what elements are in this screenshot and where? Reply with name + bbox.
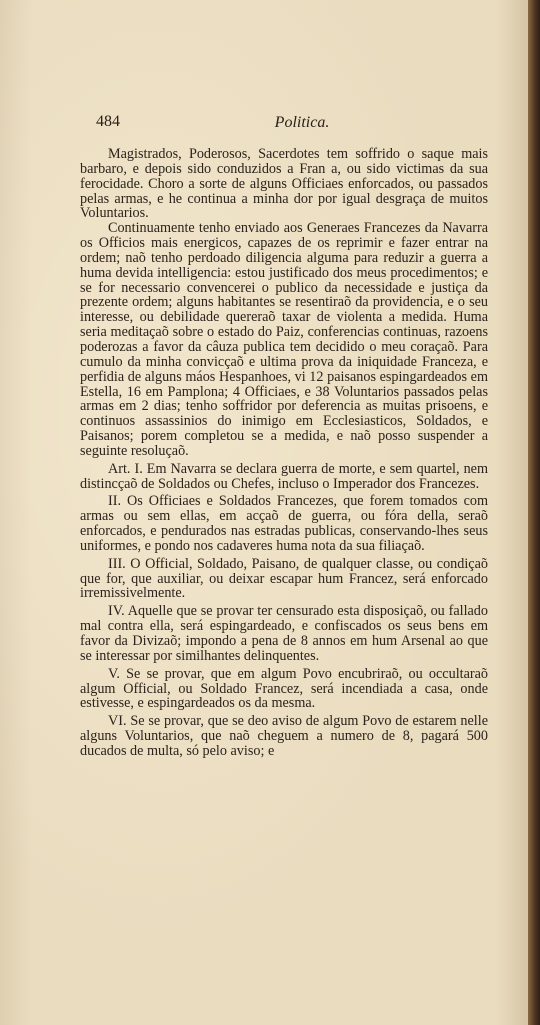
article-4: IV. Aquelle que se provar ter censurado esta disposiçaõ, ou fallado mal contra ella, será espingardeado, e confiscados os seus bens em favor da Divizaõ; impondo a pena de 8 annos em hum Arsenal ao que se interessar por similhantes delinquentes. (80, 603, 488, 664)
body-text (80, 147, 488, 759)
paragraph-1: Magistrados, Poderosos, Sacerdotes tem soffrido o saque mais barbaro, e depois sido conduzidos a Fran a, ou sido victimas da sua ferocidade. Choro a sorte de alguns Officiaes enforcados, ou passados pelas armas, e he continua a minha dor por igual desgraça de muitos Voluntarios. (80, 146, 488, 222)
book-spine-edge (528, 0, 540, 1025)
page-header (96, 113, 488, 137)
article-3: III. O Official, Soldado, Paisano, de qualquer classe, ou condiçaõ que for, que auxiliar, ou deixar escapar hum Francez, será enforcado irremissivelmente. (80, 555, 488, 602)
article-2: II. Os Officiaes e Soldados Francezes, que forem tomados com armas ou sem ellas, em acçaõ de guerra, ou fóra della, seraõ enforcados, e pendurados nas estradas publicas, conservando-lhes seus uniformes, e pondo nos cadaveres huma nota da sua filiaçaõ. (80, 493, 488, 554)
page-number: 484 (96, 113, 120, 130)
article-6: VI. Se se provar, que se deo aviso de algum Povo de estarem nelle alguns Voluntarios, que naõ cheguem a numero de 8, pagará 500 ducados de multa, só pelo aviso; e (80, 713, 488, 759)
article-5: V. Se se provar, que em algum Povo encubriraõ, ou occultaraõ algum Official, ou Soldado Francez, será incendiada a casa, onde estivesse, e espingardeados os da mesma. (80, 665, 488, 712)
article-1: Art. I. Em Navarra se declara guerra de morte, e sem quartel, nem distincçaõ de Soldados ou Chefes, incluso o Imperador dos Francezes. (80, 460, 488, 492)
paragraph-2: Continuamente tenho enviado aos Generaes Francezes da Navarra os Officios mais energicos, capazes de os reprimir e fazer entrar na ordem; naõ tenho perdoado diligencia alguma para reduzir a guerra a huma devida intelligencia: estou justificado dos meus procedimentos; e se for necessario convencerei o publico da necessidade e justiça da prezente ordem; alguns habitantes se resentiraõ da providencia, e o seu interesse, ou debilidade quereraõ taxar de violenta a medida. Huma seria meditaçaõ sobre o estado do Paiz, conferencias continuas, razoens poderozas a favor da câuza publica tem decidido o meu coraçaõ. Para cumulo da minha convicçaõ e ultima prova da iniquidade Franceza, e perfidia de alguns máos Hespanhoes, vi 12 paisanos espingardeados em Estella, 16 em Pamplona; 4 Officiaes, e 38 Voluntarios passados pelas armas em 2 dias; tenho soffridor por deferencia as muitas prisoens, e continuos assassinios do inimigo em Ecclesiasticos, Soldados, e Paisanos; porem completou se a medida, e naõ posso suspender a seguinte resoluçaõ. (80, 220, 488, 459)
running-title: Politica. (274, 114, 330, 131)
